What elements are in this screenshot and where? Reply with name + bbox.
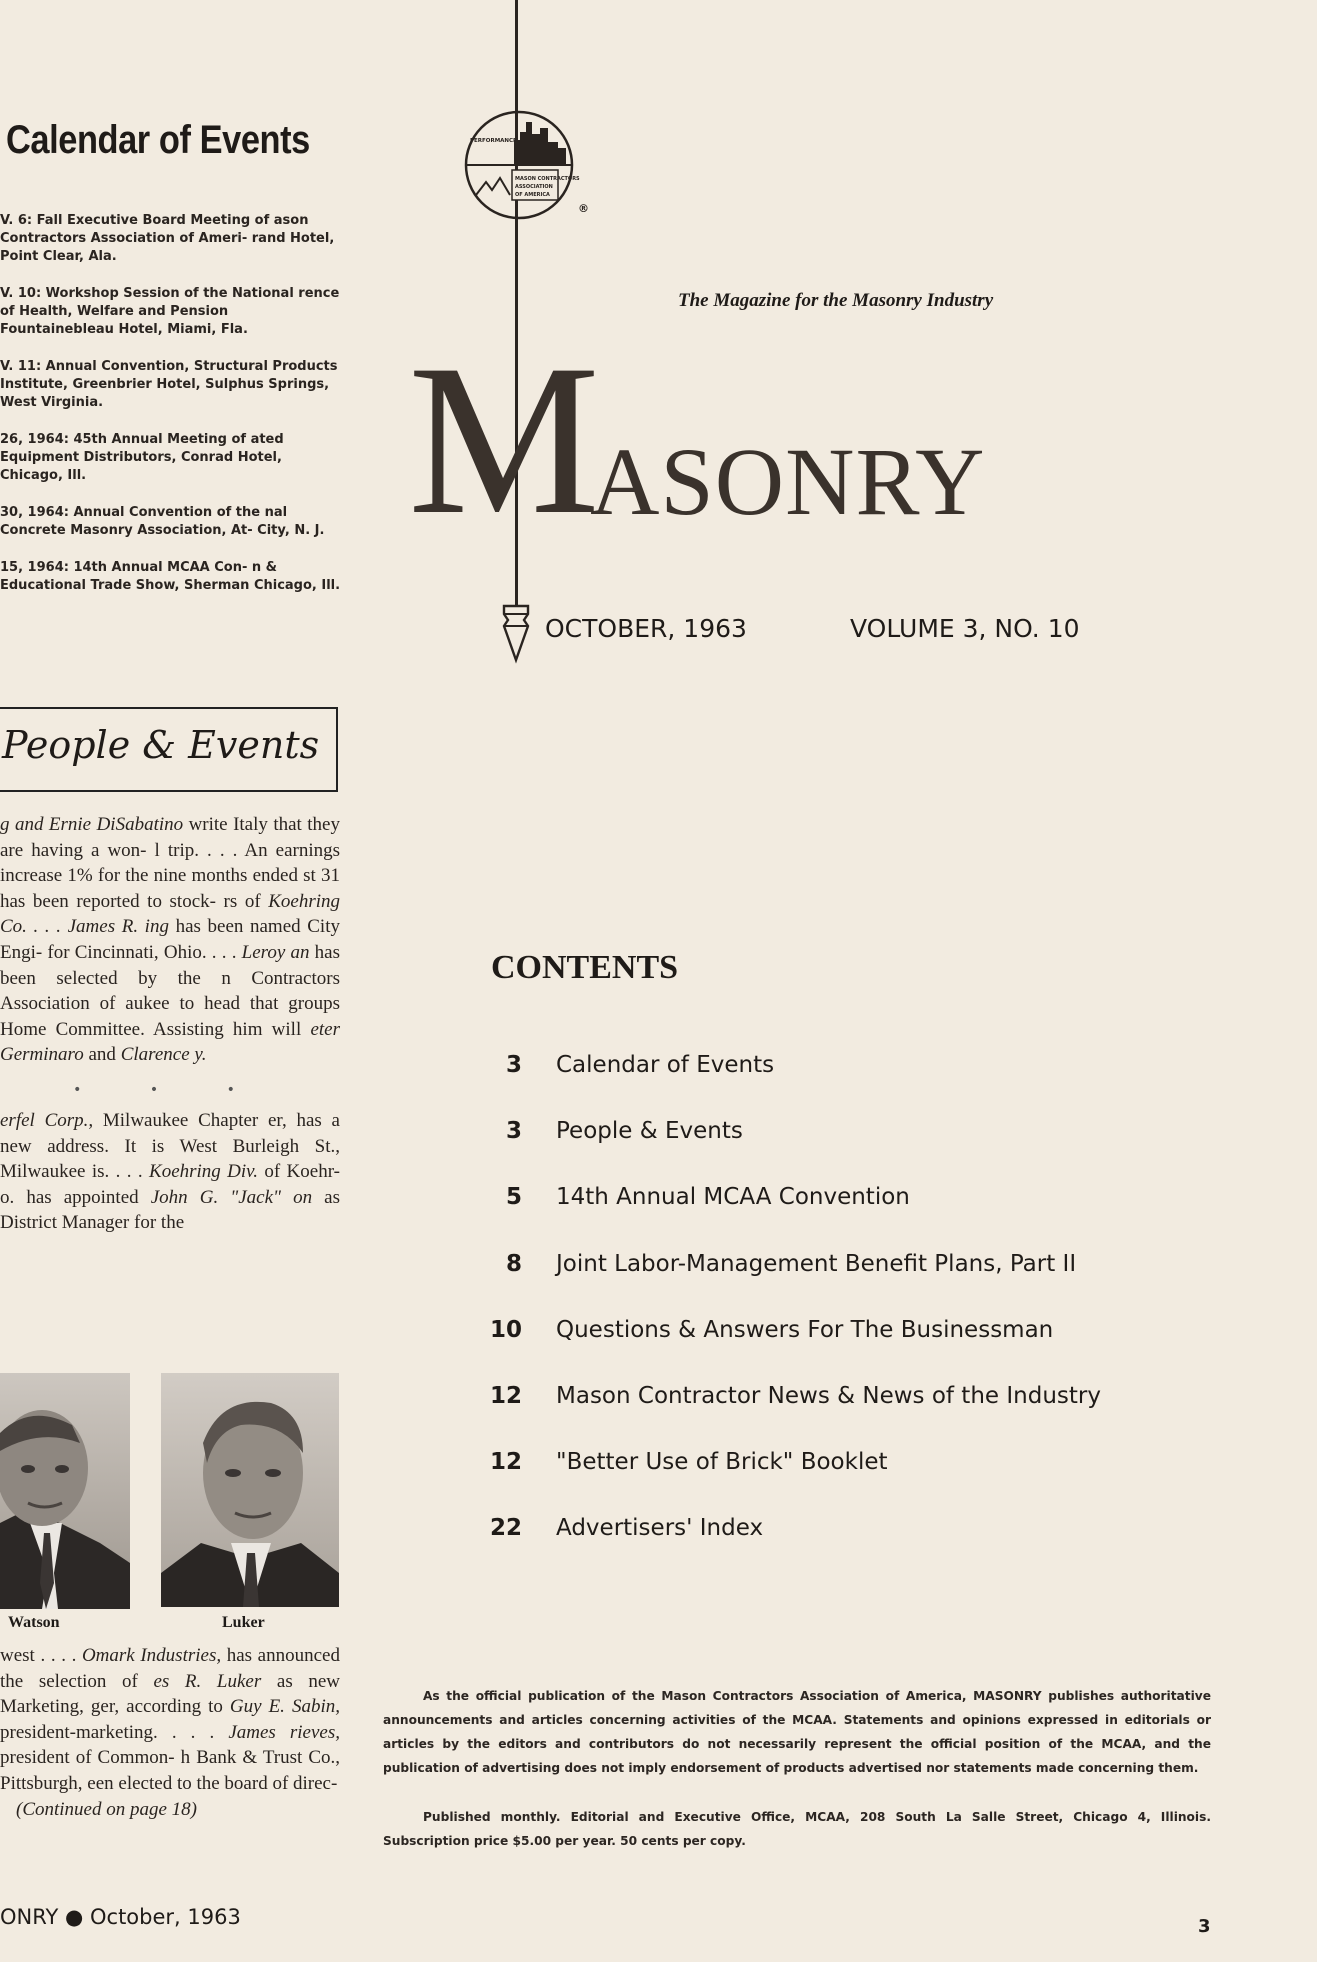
toc-item [490,1251,1210,1317]
luker-photo [161,1373,339,1607]
text-run: has announced the selection of [0,1645,340,1692]
italic-run: eter Germinaro [0,1018,340,1066]
toc-page-number: 3 [505,1052,522,1078]
toc-page-number: 22 [490,1515,523,1542]
publication-info: Published monthly. Editorial and Executive Office, MCAA, 208 South La Salle Street, Chicago 4, Illinois. Subscription price $5.00 per year. 50 cents per copy. [383,1810,1211,1848]
logo-text: OF AMERICA [515,192,550,198]
toc-page-number: 8 [505,1250,522,1277]
calendar-entry [0,559,345,595]
toc-page-number: 12 [490,1382,523,1409]
italic-run: Omark Industries, [81,1645,222,1666]
people-events-text [0,812,340,1236]
text-run: Milwaukee Chapter er, has a new address. It is West Burleigh St., Milwaukee is. . . . [0,1109,340,1183]
calendar-entry-text: Annual Convention, Structural Products Institute, Greenbrier Hotel, Sulphus Springs, West Virginia. [0,359,338,410]
calendar-entry-text: Workshop Session of the National rence of Health, Welfare and Pension Fountainebleau Hotel, Miami, Fla. [0,286,340,337]
page-number: 3 [1198,1916,1211,1937]
photo-caption-luker: Luker [222,1614,265,1631]
people-events-banner [0,707,338,792]
toc-item [490,1449,1210,1515]
logo-text: PERFORMANCE [470,138,517,144]
toc-item [490,1317,1210,1383]
toc-item [490,1184,1210,1250]
photo-caption-watson: Watson [8,1614,60,1631]
official-publication-statement: As the official publication of the Mason Contractors Association of America, MASONRY publishes authoritative announcements and articles concerning activities of the MCAA. Statements and opinions expressed in editorials or articles by the editors and contributors do not necessarily represent the official position of the MCAA, and the publication of advertising does not imply endorsement of products advertised nor statements made concerning them. [383,1689,1211,1775]
calendar-entry [0,504,345,540]
calendar-entry [0,212,345,266]
calendar-entry-text: Annual Convention of the nal Concrete Masonry Association, At- City, N. J. [0,505,325,538]
calendar-entry-text: Fall Executive Board Meeting of ason Contractors Association of Ameri- rand Hotel, Point Clear, Ala. [0,213,335,264]
issue-date: OCTOBER, 1963 [545,614,747,643]
toc-title: Advertisers' Index [556,1515,764,1542]
text-run: has been named City Engi- for Cincinnati, Ohio. . . . [0,916,340,963]
toc-title: Questions & Answers For The Businessman [556,1316,1054,1343]
calendar-list [0,212,345,614]
italic-run: John G. "Jack" on [150,1186,313,1208]
text-run: president of Common- h Bank & Trust Co., Pittsburgh, een elected to the board of direc- [0,1747,340,1794]
issue-volume: VOLUME 3, NO. 10 [850,614,1080,643]
italic-run: Guy E. Sabin, [229,1696,340,1718]
people-events-paragraph [0,1643,340,1797]
toc-page-number: 5 [505,1184,522,1211]
toc-title: Mason Contractor News & News of the Industry [556,1382,1101,1409]
calendar-entry-date: V. 10: [0,286,42,301]
mcaa-logo [462,100,612,230]
text-run: write Italy that they are having a won- l trip. . . . An earnings increase 1% for the nine months ended st 31 has been reported to stock- rs of [0,814,340,912]
continued-note: (Continued on page 18) [16,1798,198,1820]
toc-page-number: 10 [490,1316,523,1343]
toc-title: Joint Labor-Management Benefit Plans, Part II [556,1250,1077,1277]
italic-run: Clarence y. [120,1044,207,1066]
toc-title: People & Events [556,1118,743,1145]
page-footer: ONRY ● October, 1963 [0,1905,241,1929]
masthead-title [408,320,986,559]
toc-page-number: 12 [490,1449,523,1476]
toc-item [490,1515,1210,1581]
calendar-entry-date: 15, 1964: [0,560,69,575]
calendar-entry [0,431,345,485]
toc-page-number: 3 [505,1118,522,1145]
calendar-entry [0,358,345,412]
people-events-paragraph [0,812,340,1068]
italic-run: es R. Luker [153,1670,262,1692]
toc-title: "Better Use of Brick" Booklet [556,1449,888,1476]
toc-title: Calendar of Events [556,1052,775,1078]
calendar-entry-date: V. 6: [0,213,33,228]
registered-mark: ® [578,202,589,215]
people-events-text-continued [0,1643,340,1822]
text-run: as District Manager for the [0,1186,340,1234]
toc-item [490,1118,1210,1184]
italic-run: Koehring Co. . . . James R. ing [0,890,340,938]
watson-photo [0,1373,130,1609]
plumb-bob-icon [498,600,534,664]
italic-run: erfel Corp., [0,1109,94,1131]
people-events-heading: People & Events [2,723,320,767]
calendar-entry-date: V. 11: [0,359,42,374]
toc-title: 14th Annual MCAA Convention [556,1184,910,1211]
text-run: president-marketing. . . . [0,1721,229,1743]
text-run: has been selected by the n Contractors Association of aukee to head that groups Home Committee. Assisting him will [0,941,341,1040]
toc-item [490,1052,1210,1118]
masthead-rest: ASONRY [590,428,986,535]
logo-text: MASON CONTRACTORS [515,176,580,182]
calendar-heading: Calendar of Events [6,118,310,162]
italic-run: g and Ernie DiSabatino [0,814,184,835]
text-run: west . . . . [0,1645,82,1666]
text-run: and [83,1044,121,1066]
masthead-initial: M [408,320,595,559]
contents-heading: CONTENTS [491,949,679,986]
italic-run: Koehring Div. [149,1161,258,1183]
text-run: as new Marketing, ger, according to [0,1670,340,1718]
toc-item [490,1383,1210,1449]
table-of-contents [490,1052,1210,1582]
calendar-entry-date: 26, 1964: [0,432,69,447]
italic-run: James rieves, [228,1721,340,1743]
text-run: of Koehr- o. has appointed [0,1161,340,1208]
calendar-entry-text: 14th Annual MCAA Con- n & Educational Trade Show, Sherman Chicago, Ill. [0,560,341,593]
logo-text: ASSOCIATION [515,184,553,190]
magazine-tagline: The Magazine for the Masonry Industry [678,290,994,311]
section-separator: • • • [73,1081,267,1098]
people-events-paragraph [0,1108,340,1236]
calendar-entry-date: 30, 1964: [0,505,69,520]
italic-run: Leroy an [241,941,310,963]
calendar-entry [0,285,345,339]
calendar-entry-text: 45th Annual Meeting of ated Equipment Distributors, Conrad Hotel, Chicago, Ill. [0,432,284,483]
